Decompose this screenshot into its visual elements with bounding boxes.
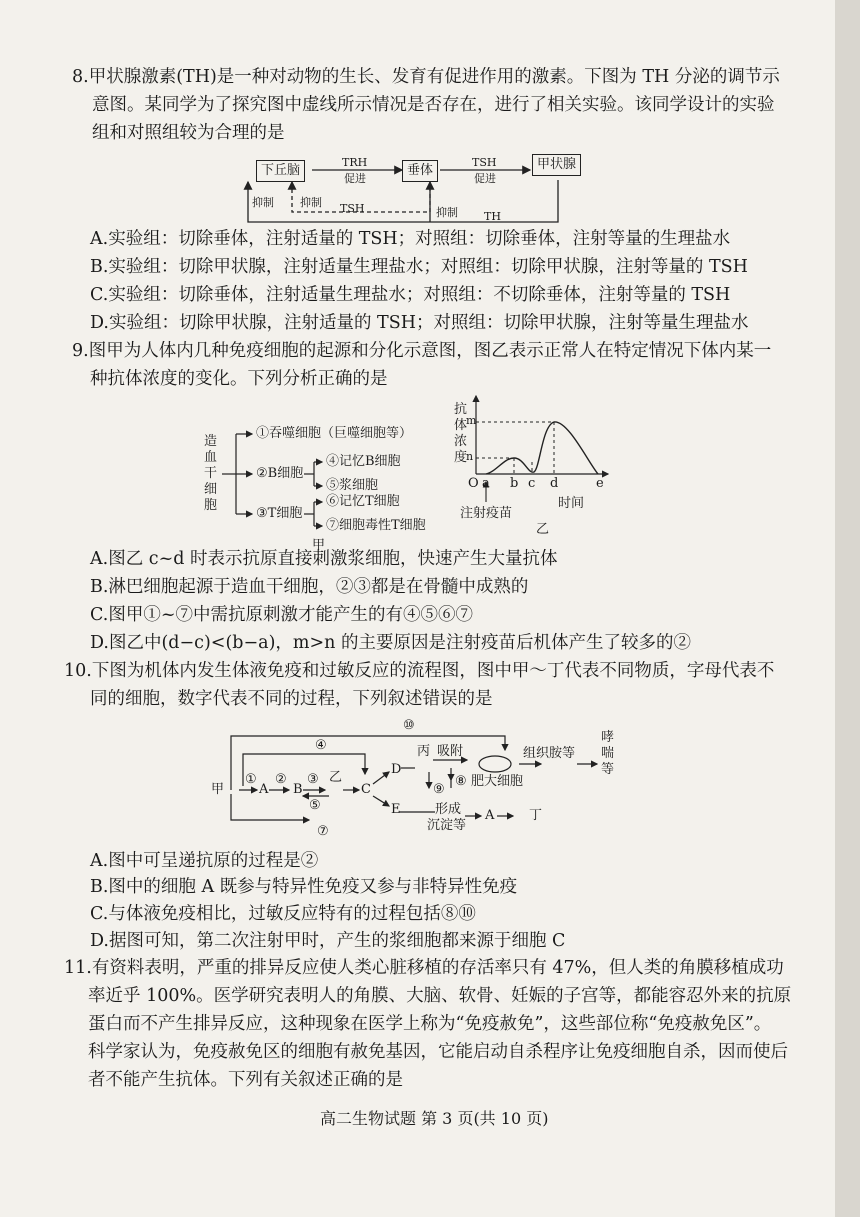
q8-option-c: C.实验组：切除垂体，注射适量生理盐水；对照组：不切除垂体，注射等量的 TSH xyxy=(90,285,731,305)
asthma-char-2: 喘 xyxy=(601,746,615,761)
process-8: ⑧ xyxy=(455,774,467,789)
q8-option-b: B.实验组：切除甲状腺，注射适量生理盐水；对照组：切除甲状腺，注射等量的 TSH xyxy=(90,257,748,277)
memory-t-cell: ⑥记忆T细胞 xyxy=(326,494,400,509)
cell-a: A xyxy=(259,782,269,797)
precipitate-label: 沉淀等 xyxy=(427,818,467,833)
q11-line-1: 11.有资料表明，严重的排异反应使人类心脏移植的存活率只有 47%，但人类的角膜移植成功 xyxy=(64,958,784,978)
pituitary-box: 垂体 xyxy=(402,160,438,182)
asthma-char-1: 哮 xyxy=(601,730,615,745)
process-3: ③ xyxy=(307,772,319,787)
cell-b: B xyxy=(293,782,303,797)
substance-bing: 丙 xyxy=(417,744,431,759)
q8-stem-line-1: 8.甲状腺激素(TH)是一种对动物的生长、发育有促进作用的激素。下图为 TH 分泌的调节示 xyxy=(72,67,780,87)
mast-cell-label: 肥大细胞 xyxy=(471,774,524,789)
q10-option-b: B.图中的细胞 A 既参与特异性免疫又参与非特异性免疫 xyxy=(90,877,518,897)
phagocyte: ①吞噬细胞（巨噬细胞等） xyxy=(256,426,413,441)
process-9: ⑨ xyxy=(433,782,445,797)
q10-option-d: D.据图可知，第二次注射甲时，产生的浆细胞都来源于细胞 C xyxy=(90,931,566,951)
plasma-cell: ⑤浆细胞 xyxy=(326,478,379,493)
x-axis-label: 时间 xyxy=(558,496,585,511)
form-label: 形成 xyxy=(435,802,462,817)
vaccine-injection-label: 注射疫苗 xyxy=(460,506,513,521)
q9-diagram-jia xyxy=(200,420,440,553)
inhibit-label-2: 抑制 xyxy=(300,196,322,209)
process-5: ⑤ xyxy=(309,798,321,813)
q10-option-a: A.图中可呈递抗原的过程是② xyxy=(90,851,319,871)
q8-stem-line-3: 组和对照组较为合理的是 xyxy=(92,123,285,143)
q8-regulation-diagram xyxy=(240,150,600,226)
q8-option-d: D.实验组：切除甲状腺，注射适量的 TSH；对照组：切除甲状腺，注射等量生理盐水 xyxy=(90,313,749,333)
promote-label-2: 促进 xyxy=(474,172,496,185)
n-label: n xyxy=(466,450,474,463)
adsorb-label: 吸附 xyxy=(437,744,464,759)
thyroid-box: 甲状腺 xyxy=(532,154,581,176)
cell-e: E xyxy=(391,802,401,817)
inhibit-label-1: 抑制 xyxy=(252,196,274,209)
tick-b: b xyxy=(510,476,519,491)
substance-yi: 乙 xyxy=(329,770,343,785)
tick-e: e xyxy=(596,476,604,491)
promote-label-1: 促进 xyxy=(344,172,366,185)
q9-chart-yi xyxy=(450,392,620,542)
tick-d: d xyxy=(550,476,559,491)
histamine-label: 组织胺等 xyxy=(523,746,576,761)
cytotoxic-t-cell: ⑦细胞毒性T细胞 xyxy=(326,518,426,533)
q10-stem-line-2: 同的细胞，数字代表不同的过程，下列叙述错误的是 xyxy=(90,689,493,709)
tsh-label-dashed: TSH xyxy=(340,202,365,215)
hypothalamus-box: 下丘脑 xyxy=(256,160,305,182)
q9-option-b: B.淋巴细胞起源于造血干细胞，②③都是在骨髓中成熟的 xyxy=(90,577,529,597)
q11-line-4: 科学家认为，免疫赦免区的细胞有赦免基因，它能启动自杀程序让免疫细胞自杀，因而使后 xyxy=(88,1042,788,1062)
q10-option-c: C.与体液免疫相比，过敏反应特有的过程包括⑧⑩ xyxy=(90,904,476,924)
y-axis-label: 抗体浓度 xyxy=(454,402,468,465)
trh-label: TRH xyxy=(342,156,368,169)
q9-option-a: A.图乙 c~d 时表示抗原直接刺激浆细胞，快速产生大量抗体 xyxy=(90,549,558,569)
th-label: TH xyxy=(484,210,501,223)
tick-c: c xyxy=(528,476,536,491)
q10-stem-line-1: 10.下图为机体内发生体液免疫和过敏反应的流程图，图中甲～丁代表不同物质，字母代表不 xyxy=(64,661,775,681)
tick-o: O xyxy=(468,476,479,491)
page-edge-shadow xyxy=(835,0,860,1217)
tick-a: a xyxy=(482,476,490,491)
q11-line-5: 者不能产生抗体。下列有关叙述正确的是 xyxy=(88,1070,403,1090)
q8-option-a: A.实验组：切除垂体，注射适量的 TSH；对照组：切除垂体，注射等量的生理盐水 xyxy=(90,229,731,249)
q9-stem-line-2: 种抗体浓度的变化。下列分析正确的是 xyxy=(90,369,388,389)
inhibit-label-3: 抑制 xyxy=(436,206,458,219)
q10-flow-diagram xyxy=(205,716,625,840)
q9-option-c: C.图甲①~⑦中需抗原刺激才能产生的有④⑤⑥⑦ xyxy=(90,605,473,625)
m-label: m xyxy=(466,414,477,427)
q9-option-d: D.图乙中(d−c)<(b−a)，m>n 的主要原因是注射疫苗后机体产生了较多的② xyxy=(90,633,691,653)
process-4: ④ xyxy=(315,738,327,753)
figure-jia-caption: 甲 xyxy=(312,538,326,553)
tsh-label-top: TSH xyxy=(472,156,497,169)
process-2: ② xyxy=(275,772,287,787)
memory-b-cell: ④记忆B细胞 xyxy=(326,454,401,469)
b-cell: ②B细胞 xyxy=(256,466,304,481)
cell-a-repeat: A xyxy=(485,808,495,823)
page-footer: 高二生物试题 第 3 页(共 10 页) xyxy=(320,1109,549,1128)
q9-stem-line-1: 9.图甲为人体内几种免疫细胞的起源和分化示意图，图乙表示正常人在特定情况下体内某一 xyxy=(72,341,772,361)
process-10: ⑩ xyxy=(403,718,415,733)
hematopoietic-stem-cell: 造血干细胞 xyxy=(204,434,218,513)
substance-ding: 丁 xyxy=(529,808,543,823)
cell-c: C xyxy=(361,782,371,797)
figure-yi-caption: 乙 xyxy=(536,522,550,537)
q11-line-2: 率近乎 100%。医学研究表明人的角膜、大脑、软骨、妊娠的子宫等，都能容忍外来的抗原 xyxy=(88,986,792,1006)
process-1: ① xyxy=(245,772,257,787)
q10-flow-arrows xyxy=(205,716,625,840)
asthma-char-3: 等 xyxy=(601,762,615,777)
q11-line-3: 蛋白而不产生排异反应，这种现象在医学上称为“免疫赦免”，这些部位称“免疫赦免区”。 xyxy=(88,1014,772,1034)
process-7: ⑦ xyxy=(317,824,329,839)
cell-d: D xyxy=(391,762,402,777)
substance-jia: 甲 xyxy=(211,782,225,797)
t-cell: ③T细胞 xyxy=(256,506,303,521)
q8-stem-line-2: 意图。某同学为了探究图中虚线所示情况是否存在，进行了相关实验。该同学设计的实验 xyxy=(92,95,775,115)
